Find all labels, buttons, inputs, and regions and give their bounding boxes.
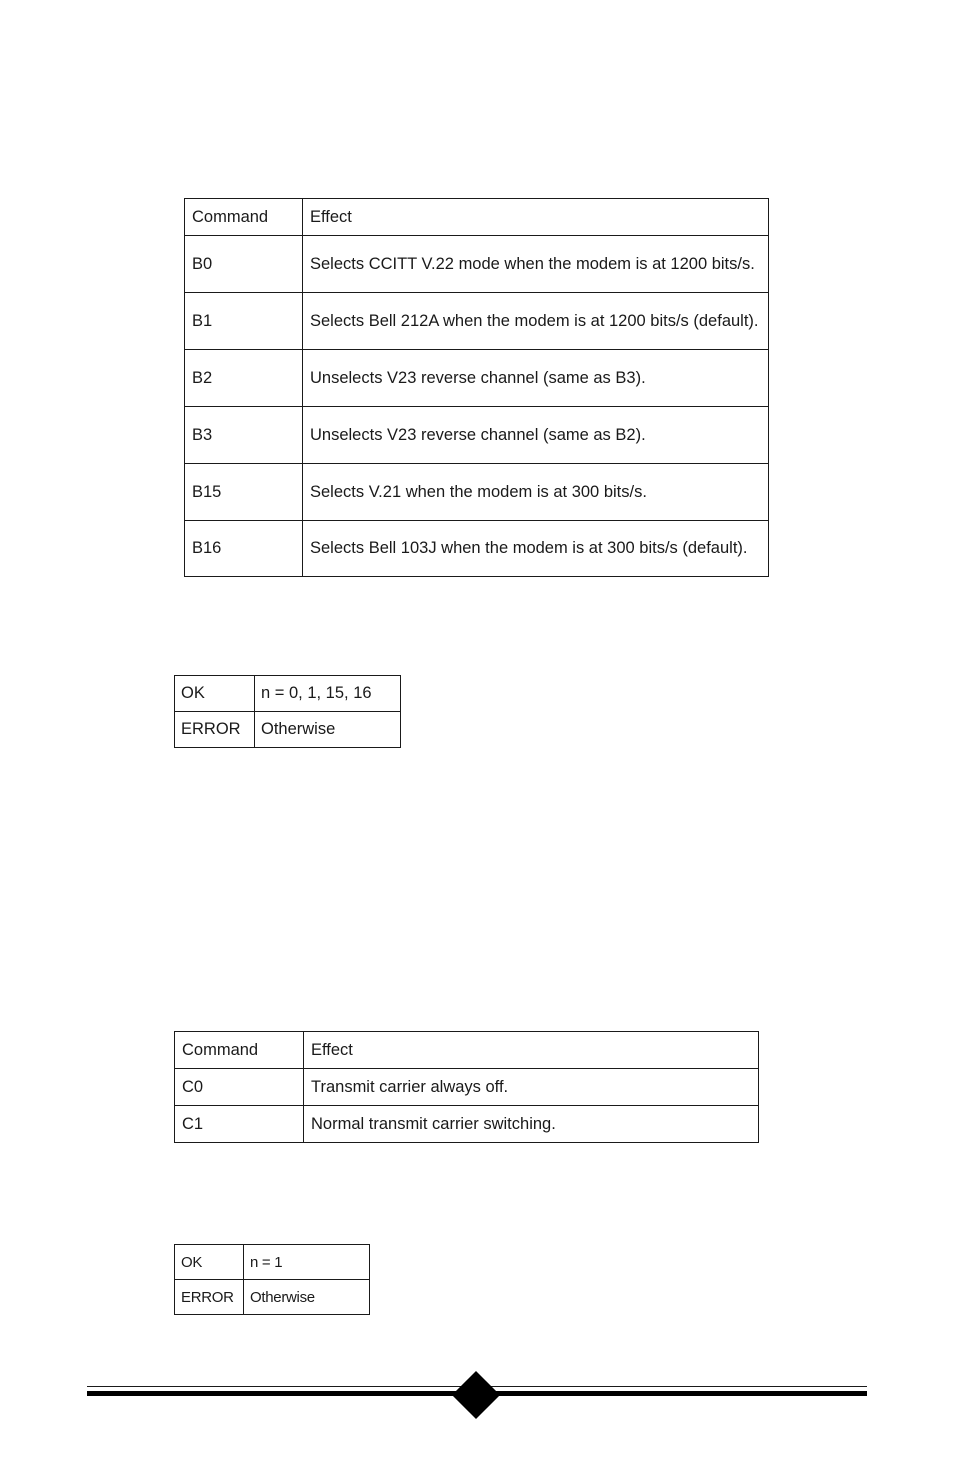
command-column-header: Command	[175, 1032, 304, 1069]
command-cell: B2	[185, 350, 303, 407]
command-cell: B3	[185, 407, 303, 464]
table-row	[175, 712, 401, 748]
c-commands-table	[174, 1031, 759, 1143]
diamond-icon	[452, 1371, 500, 1419]
effect-cell: Selects V.21 when the modem is at 300 bits/s.	[303, 464, 769, 521]
table-row	[185, 236, 769, 293]
table-row	[185, 521, 769, 577]
table-row	[175, 1069, 759, 1106]
table-row	[185, 350, 769, 407]
table-header-row	[185, 199, 769, 236]
result-code-cell: OK	[175, 676, 255, 712]
command-cell: C0	[175, 1069, 304, 1106]
effect-cell: Transmit carrier always off.	[304, 1069, 759, 1106]
result-code-cell: OK	[175, 1245, 244, 1280]
table-row	[185, 407, 769, 464]
table-row	[185, 464, 769, 521]
result-code-cell: ERROR	[175, 712, 255, 748]
command-cell: B16	[185, 521, 303, 577]
b-result-codes-table	[174, 675, 401, 748]
command-cell: B0	[185, 236, 303, 293]
effect-column-header: Effect	[303, 199, 769, 236]
command-column-header: Command	[185, 199, 303, 236]
table-row	[175, 1106, 759, 1143]
result-condition-cell: Otherwise	[244, 1280, 370, 1315]
b-commands-table	[184, 198, 769, 577]
command-cell: B15	[185, 464, 303, 521]
effect-cell: Selects Bell 212A when the modem is at 1200 bits/s (default).	[303, 293, 769, 350]
result-code-cell: ERROR	[175, 1280, 244, 1315]
table-row	[185, 293, 769, 350]
table-row	[175, 1245, 370, 1280]
table-header-row	[175, 1032, 759, 1069]
c-result-codes-table	[174, 1244, 370, 1315]
result-condition-cell: n = 0, 1, 15, 16	[255, 676, 401, 712]
effect-cell: Unselects V23 reverse channel (same as B2).	[303, 407, 769, 464]
effect-column-header: Effect	[304, 1032, 759, 1069]
effect-cell: Selects Bell 103J when the modem is at 300 bits/s (default).	[303, 521, 769, 577]
effect-cell: Normal transmit carrier switching.	[304, 1106, 759, 1143]
result-condition-cell: Otherwise	[255, 712, 401, 748]
table-row	[175, 676, 401, 712]
result-condition-cell: n = 1	[244, 1245, 370, 1280]
table-row	[175, 1280, 370, 1315]
effect-cell: Selects CCITT V.22 mode when the modem is at 1200 bits/s.	[303, 236, 769, 293]
effect-cell: Unselects V23 reverse channel (same as B3).	[303, 350, 769, 407]
command-cell: B1	[185, 293, 303, 350]
command-cell: C1	[175, 1106, 304, 1143]
